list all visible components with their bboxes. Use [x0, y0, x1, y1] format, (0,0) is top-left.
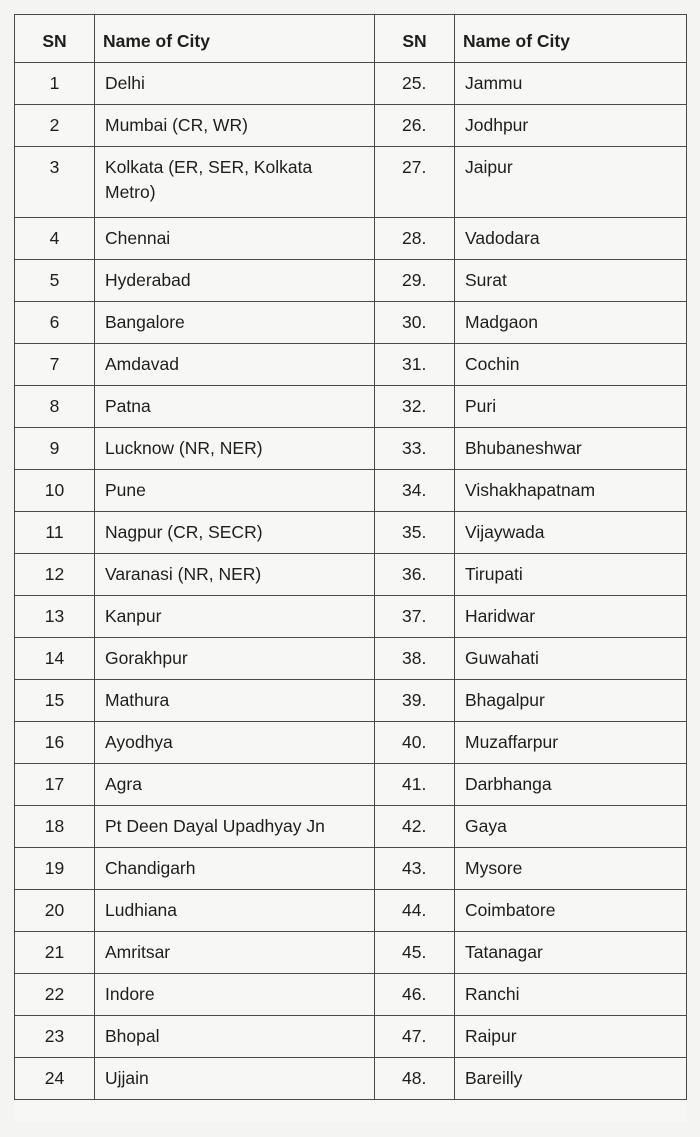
sn-right-cell: 45.: [375, 932, 455, 974]
city-right-cell: Puri: [455, 386, 687, 428]
city-left-cell: Chennai: [95, 218, 375, 260]
sn-right-cell: 44.: [375, 890, 455, 932]
sn-right-cell: 31.: [375, 344, 455, 386]
city-right-cell: Coimbatore: [455, 890, 687, 932]
table-body: [15, 63, 687, 1100]
table-row: [15, 932, 687, 974]
sn-left-cell: 14: [15, 638, 95, 680]
city-left-cell: Delhi: [95, 63, 375, 105]
sn-left-cell: 4: [15, 218, 95, 260]
table-row: [15, 596, 687, 638]
table-row: [15, 890, 687, 932]
city-right-cell: Tirupati: [455, 554, 687, 596]
city-left-cell: Indore: [95, 974, 375, 1016]
sn-right-cell: 41.: [375, 764, 455, 806]
table-row: [15, 848, 687, 890]
city-left-cell: Patna: [95, 386, 375, 428]
city-right-cell: Bhagalpur: [455, 680, 687, 722]
table-row: [15, 260, 687, 302]
city-left-cell: Kolkata (ER, SER, Kolkata Metro): [95, 147, 375, 218]
sn-right-cell: 40.: [375, 722, 455, 764]
table-row: [15, 386, 687, 428]
sn-left-cell: 1: [15, 63, 95, 105]
city-left-cell: Bangalore: [95, 302, 375, 344]
sn-left-cell: 10: [15, 470, 95, 512]
sn-left-cell: 5: [15, 260, 95, 302]
sn-right-cell: 46.: [375, 974, 455, 1016]
sn-right-cell: 37.: [375, 596, 455, 638]
table-row: [15, 1058, 687, 1100]
header-city-right: Name of City: [455, 15, 687, 63]
city-right-cell: Gaya: [455, 806, 687, 848]
table-header: [15, 15, 687, 63]
sn-right-cell: 30.: [375, 302, 455, 344]
table-row: [15, 974, 687, 1016]
sn-left-cell: 19: [15, 848, 95, 890]
city-left-cell: Nagpur (CR, SECR): [95, 512, 375, 554]
sn-right-cell: 29.: [375, 260, 455, 302]
sn-left-cell: 8: [15, 386, 95, 428]
header-sn-left: SN: [15, 15, 95, 63]
city-left-cell: Pt Deen Dayal Upadhyay Jn: [95, 806, 375, 848]
city-left-cell: Ujjain: [95, 1058, 375, 1100]
sn-right-cell: 33.: [375, 428, 455, 470]
table-row: [15, 512, 687, 554]
header-sn-right: SN: [375, 15, 455, 63]
table-row: [15, 105, 687, 147]
sn-right-cell: 43.: [375, 848, 455, 890]
table-row: [15, 428, 687, 470]
city-right-cell: Madgaon: [455, 302, 687, 344]
city-left-cell: Ludhiana: [95, 890, 375, 932]
city-right-cell: Jodhpur: [455, 105, 687, 147]
sn-left-cell: 22: [15, 974, 95, 1016]
sn-left-cell: 21: [15, 932, 95, 974]
city-left-cell: Chandigarh: [95, 848, 375, 890]
city-right-cell: Jaipur: [455, 147, 687, 218]
city-right-cell: Muzaffarpur: [455, 722, 687, 764]
city-right-cell: Jammu: [455, 63, 687, 105]
city-left-cell: Mathura: [95, 680, 375, 722]
table-row: [15, 470, 687, 512]
city-table: [14, 14, 687, 1100]
table-row: [15, 147, 687, 218]
sn-left-cell: 9: [15, 428, 95, 470]
city-left-cell: Agra: [95, 764, 375, 806]
sn-right-cell: 35.: [375, 512, 455, 554]
sn-right-cell: 26.: [375, 105, 455, 147]
city-left-cell: Varanasi (NR, NER): [95, 554, 375, 596]
city-right-cell: Cochin: [455, 344, 687, 386]
city-right-cell: Tatanagar: [455, 932, 687, 974]
city-left-cell: Pune: [95, 470, 375, 512]
sn-left-cell: 13: [15, 596, 95, 638]
city-left-cell: Ayodhya: [95, 722, 375, 764]
sn-left-cell: 17: [15, 764, 95, 806]
table-row: [15, 722, 687, 764]
table-row: [15, 218, 687, 260]
sn-left-cell: 23: [15, 1016, 95, 1058]
city-right-cell: Raipur: [455, 1016, 687, 1058]
city-left-cell: Amritsar: [95, 932, 375, 974]
table-row: [15, 806, 687, 848]
sn-right-cell: 36.: [375, 554, 455, 596]
city-left-cell: Amdavad: [95, 344, 375, 386]
sn-left-cell: 16: [15, 722, 95, 764]
city-left-cell: Kanpur: [95, 596, 375, 638]
table-row: [15, 63, 687, 105]
sn-right-cell: 34.: [375, 470, 455, 512]
sn-left-cell: 3: [15, 147, 95, 218]
sn-right-cell: 25.: [375, 63, 455, 105]
header-city-left: Name of City: [95, 15, 375, 63]
sn-right-cell: 27.: [375, 147, 455, 218]
sn-left-cell: 12: [15, 554, 95, 596]
sn-right-cell: 38.: [375, 638, 455, 680]
city-right-cell: Guwahati: [455, 638, 687, 680]
sn-left-cell: 7: [15, 344, 95, 386]
city-right-cell: Surat: [455, 260, 687, 302]
sn-left-cell: 15: [15, 680, 95, 722]
sn-right-cell: 28.: [375, 218, 455, 260]
city-left-cell: Lucknow (NR, NER): [95, 428, 375, 470]
sn-right-cell: 42.: [375, 806, 455, 848]
city-right-cell: Bhubaneshwar: [455, 428, 687, 470]
city-left-cell: Bhopal: [95, 1016, 375, 1058]
sn-left-cell: 18: [15, 806, 95, 848]
table-row: [15, 680, 687, 722]
city-right-cell: Vadodara: [455, 218, 687, 260]
table-row: [15, 1016, 687, 1058]
city-right-cell: Mysore: [455, 848, 687, 890]
sn-right-cell: 32.: [375, 386, 455, 428]
sn-right-cell: 47.: [375, 1016, 455, 1058]
table-row: [15, 764, 687, 806]
city-left-cell: Hyderabad: [95, 260, 375, 302]
sn-left-cell: 6: [15, 302, 95, 344]
city-right-cell: Haridwar: [455, 596, 687, 638]
header-row: [15, 15, 687, 63]
city-left-cell: Mumbai (CR, WR): [95, 105, 375, 147]
city-left-cell: Gorakhpur: [95, 638, 375, 680]
city-right-cell: Ranchi: [455, 974, 687, 1016]
sn-right-cell: 39.: [375, 680, 455, 722]
city-right-cell: Bareilly: [455, 1058, 687, 1100]
sn-right-cell: 48.: [375, 1058, 455, 1100]
table-row: [15, 554, 687, 596]
table-row: [15, 638, 687, 680]
sn-left-cell: 11: [15, 512, 95, 554]
city-right-cell: Vijaywada: [455, 512, 687, 554]
sn-left-cell: 20: [15, 890, 95, 932]
sn-left-cell: 2: [15, 105, 95, 147]
city-right-cell: Vishakhapatnam: [455, 470, 687, 512]
table-row: [15, 344, 687, 386]
city-right-cell: Darbhanga: [455, 764, 687, 806]
document-page: [14, 14, 686, 1122]
sn-left-cell: 24: [15, 1058, 95, 1100]
table-row: [15, 302, 687, 344]
